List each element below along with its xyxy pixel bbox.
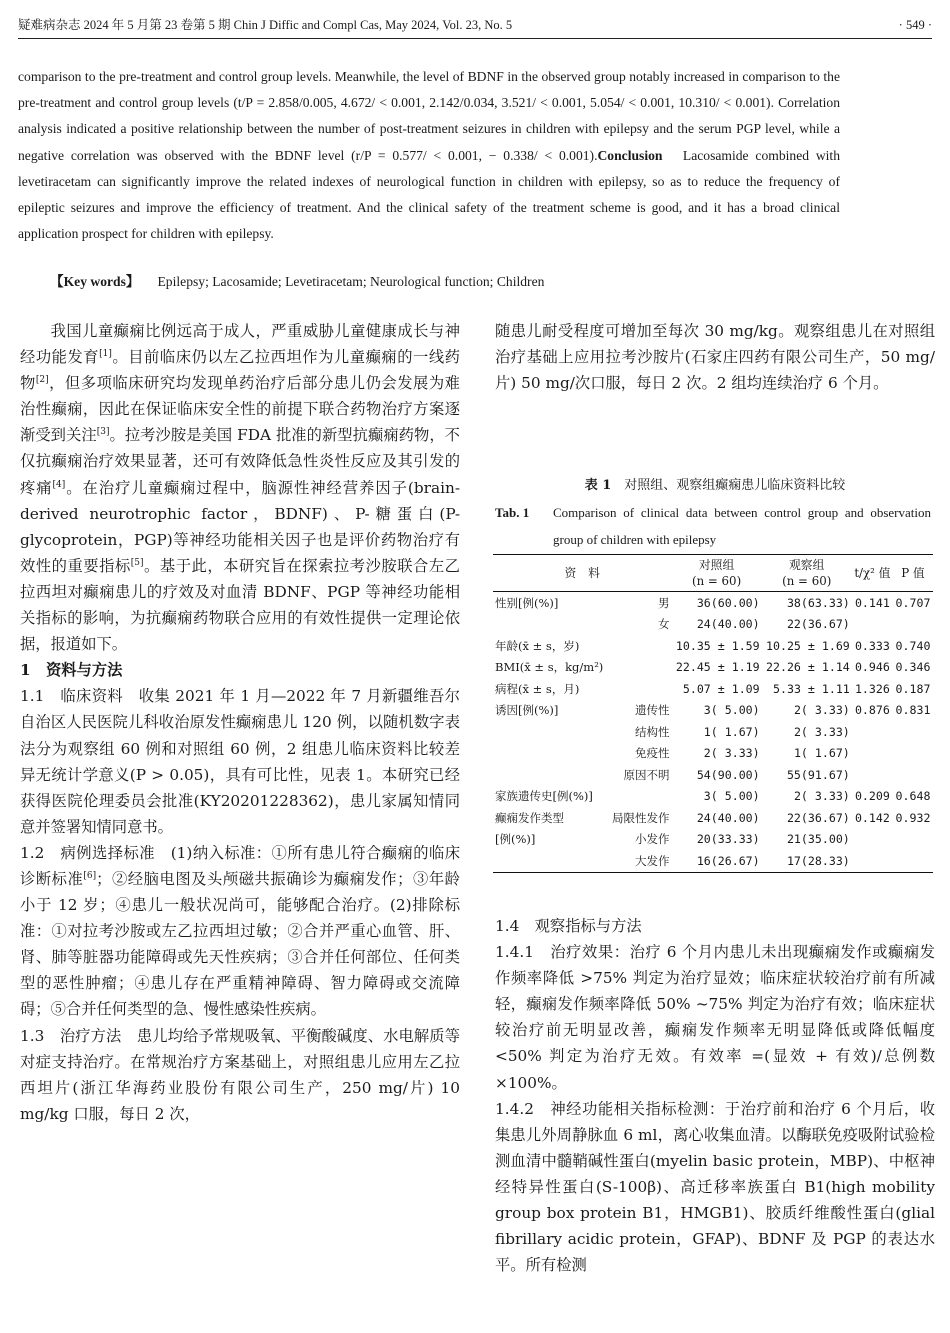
row-subcategory: 小发作 (635, 832, 670, 847)
section-1-4-2: 1.4.2 神经功能相关指标检测：于治疗前和治疗 6 个月后，收集患儿外周静脉血 6 ml，离心收集血清。以酶联免疫吸附试验检测血清中髓鞘碱性蛋白(myelin basic protein，MBP)、中枢神经特异性蛋白(S-100β)、高迁移率族蛋白 B1(high mobility group box protein B1，HMGB1)、胶质纤维酸性蛋白(glial fibrillary acidic protein，GFAP)、BDNF 及 PGP 的表达水平。所有检测 (495, 1099, 935, 1275)
cell-observation: 2( 3.33) (793, 724, 850, 739)
section-1-1: 1.1 临床资料 收集 2021 年 1 月—2022 年 7 月新疆维吾尔自治区人民医院儿科收治原发性癫痫患儿 120 例，以随机数字表法分为观察组 60 例和对照组 60 例，2 组患儿临床资料比较差异无统计学意义(P > 0.05)，具有可比性，见表 1。本研究已经获得医院伦理委员会批准(KY20201228362)，患儿家属知情同意并签署知情同意书。 (20, 687, 460, 836)
cell-observation: 21(35.00) (786, 832, 850, 847)
section-heading: 1.4 观察指标与方法 (495, 917, 642, 935)
citation-ref: [1] (99, 349, 112, 359)
row-subcategory (608, 678, 671, 700)
table-row (493, 721, 933, 743)
cell-stat (852, 721, 893, 743)
cell-stat: 1.326 (854, 681, 890, 696)
clinical-data-table (493, 554, 933, 873)
conclusion-label: Conclusion (597, 147, 663, 163)
cell-p: 0.932 (895, 810, 931, 825)
table-row (493, 807, 933, 829)
abstract-conclusion-text: Lacosamide combined with levetiracetam can significantly improve the related indexes of neurological function in children with epilepsy, so as to reduce the frequency of epileptic seizures and improve the efficiency of treatment. And the clinical safety of the treatment scheme is good, and it has a broad clinical application prospect for children with epilepsy. (18, 147, 841, 242)
row-category (493, 721, 608, 743)
cell-p (893, 743, 933, 765)
row-category: BMI(x̄ ± s，kg/m²) (495, 660, 604, 675)
cell-stat (852, 743, 893, 765)
cell-p: 0.831 (895, 703, 931, 718)
cell-control: 10.35 ± 1.59 (675, 638, 760, 653)
cell-observation: 55(91.67) (786, 767, 850, 782)
left-column (20, 318, 460, 1127)
cell-control: 36(60.00) (696, 595, 760, 610)
table-row (493, 678, 933, 700)
subsection-heading: 1.3 治疗方法 (20, 1026, 122, 1045)
section-1-4-1: 1.4.1 治疗效果：治疗 6 个月内患儿未出现癫痫发作或癫痫发作频率降低 >75% 判定为治疗显效；临床症状较治疗前有所减轻，癫痫发作频率降低 50% ~75% 判定为治疗有效；临床症状较治疗前无明显改善，癫痫发作频率无明显降低或降低幅度 <50% 判定为治疗无效。有效率 =(显效 + 有效)/总例数 ×100%。 (495, 943, 935, 1092)
row-category: [例(%)] (495, 832, 536, 847)
cell-observation: 2( 3.33) (793, 703, 850, 718)
cell-observation: 10.25 ± 1.69 (766, 638, 850, 653)
cell-control: 2( 3.33) (703, 746, 760, 761)
col-header-p: P 值 (893, 555, 933, 592)
page-number: · 549 · (898, 18, 932, 32)
cell-p: 0.740 (895, 638, 931, 653)
row-subcategory: 原因不明 (623, 767, 670, 782)
cell-control: 3( 5.00) (703, 703, 760, 718)
abstract-results-text: comparison to the pre-treatment and control group levels. Meanwhile, the level of BDNF in the observed group notably increased in comparison to the pre-treatment and control group levels (t/P = 2.858/0.005, 4.672/ < 0.001, 2.142/0.034, 3.521/ < 0.001, 5.054/ < 0.001, 10.310/ < 0.001). Correlation analysis indicated a positive relationship between the number of post-treatment seizures in children with epilepsy and the serum PGP level, while a negative correlation was observed with the BDNF level (r/P = 0.577/ < 0.001, − 0.338/ < 0.001). (18, 69, 840, 163)
table-caption-zh: 表 1 对照组、观察组癫痫患儿临床资料比较 (584, 478, 846, 493)
citation-ref: [6] (83, 870, 97, 881)
cell-stat: 0.876 (854, 703, 890, 718)
table-row (493, 764, 933, 786)
subsection-heading: 1.4.2 神经功能相关指标检测： (495, 1099, 725, 1118)
table-row (493, 786, 933, 808)
cell-p: 0.707 (895, 595, 931, 610)
cell-control: 22.45 ± 1.19 (675, 660, 760, 675)
row-subcategory: 女 (658, 617, 670, 632)
row-subcategory: 免疫性 (635, 746, 670, 761)
row-category (493, 850, 608, 872)
row-category (493, 743, 608, 765)
cell-stat (852, 614, 893, 636)
cell-observation: 5.33 ± 1.11 (773, 681, 850, 696)
table-row (493, 850, 933, 872)
subsection-heading: 1.4.1 治疗效果： (495, 943, 630, 962)
right-column-top (495, 318, 935, 396)
row-category: 诱因[例(%)] (495, 703, 559, 718)
cell-stat: 0.209 (854, 789, 890, 804)
col-header-stat: t/χ² 值 (852, 555, 893, 592)
cell-stat (852, 850, 893, 872)
row-category: 年龄(x̄ ± s，岁) (495, 638, 580, 653)
cell-observation: 22(36.67) (786, 810, 850, 825)
table-row (493, 700, 933, 722)
cell-p: 0.648 (895, 789, 931, 804)
row-subcategory: 局限性发作 (612, 810, 670, 825)
col-header-item: 资 料 (493, 555, 672, 592)
keywords-label: 【Key words】 (50, 274, 140, 289)
cell-control: 3( 5.00) (703, 789, 760, 804)
cell-stat: 0.946 (854, 660, 890, 675)
cell-observation: 38(63.33) (786, 595, 850, 610)
cell-control: 24(40.00) (696, 617, 760, 632)
row-category: 性别[例(%)] (495, 595, 559, 610)
table-row (493, 592, 933, 614)
citation-ref: [3] (96, 427, 110, 438)
running-header (18, 14, 932, 39)
cell-stat (852, 829, 893, 851)
row-subcategory: 结构性 (635, 724, 670, 739)
cell-stat: 0.142 (854, 810, 890, 825)
col-header-observation: 观察组 (n = 60) (762, 555, 852, 592)
cell-p: 0.346 (895, 660, 931, 675)
cell-control: 24(40.00) (696, 810, 760, 825)
cell-p (893, 764, 933, 786)
right-column-bottom (495, 913, 935, 1278)
row-subcategory (608, 657, 671, 679)
cell-p (893, 829, 933, 851)
keywords (50, 270, 850, 294)
subsection-heading: 1.1 临床资料 (20, 687, 124, 706)
table-row (493, 743, 933, 765)
abstract-continuation (18, 64, 840, 247)
row-subcategory: 男 (658, 595, 670, 610)
cell-p (893, 721, 933, 743)
journal-citation: 疑难病杂志 2024 年 5 月第 23 卷第 5 期 Chin J Diffic and Compl Cas, May 2024, Vol. 23, No. 5 (18, 18, 513, 32)
table-row (493, 635, 933, 657)
cell-observation: 22.26 ± 1.14 (766, 660, 850, 675)
table-caption-en: Tab. 1 Comparison of clinical data between control group and observation group of children with epilepsy (495, 505, 931, 547)
cell-observation: 2( 3.33) (793, 789, 850, 804)
row-category (493, 764, 608, 786)
table-caption (495, 473, 935, 553)
table-row (493, 614, 933, 636)
table-header-row (493, 555, 933, 592)
cell-observation: 17(28.33) (762, 850, 852, 872)
cell-control: 54(90.00) (696, 767, 760, 782)
cell-stat: 0.333 (854, 638, 890, 653)
table-row (493, 657, 933, 679)
row-subcategory (608, 786, 671, 808)
row-subcategory: 遗传性 (635, 703, 670, 718)
cell-stat (852, 764, 893, 786)
col-header-control: 对照组 (n = 60) (672, 555, 762, 592)
intro-paragraph: 我国儿童癫痫比例远高于成人，严重威胁儿童健康成长与神经功能发育[1]。目前临床仍以左乙拉西坦作为儿童癫痫的一线药物[2]，但多项临床研究均发现单药治疗后部分患儿仍会发展为难治性癫痫，因此在保证临床安全性的前提下联合药物治疗方案逐渐受到关注[3]。拉考沙胺是美国 FDA 批准的新型抗癫痫药物，不仅抗癫痫治疗效果显著，还可有效降低急性炎性反应及其引发的疼痛[4]。在治疗儿童癫痫过程中，脑源性神经营养因子(brain-derived neurotrophic factor，BDNF)、P-糖蛋白(P-glycoprotein，PGP)等神经功能相关因子也是评价药物治疗有效性的重要指标[5]。基于此，本研究旨在探索拉考沙胺联合左乙拉西坦对癫痫患儿的疗效及对血清 BDNF、PGP 等神经功能相关指标的影响，为抗癫痫药物联合应用的有效性提供一定理论依据，报道如下。 (20, 322, 460, 654)
cell-stat: 0.141 (854, 595, 890, 610)
row-category: 病程(x̄ ± s，月) (495, 681, 580, 696)
citation-ref: [5] (130, 557, 144, 568)
citation-ref: [4] (52, 479, 66, 490)
keywords-text: Epilepsy; Lacosamide; Levetiracetam; Neurological function; Children (157, 274, 545, 289)
cell-observation: 1( 1.67) (793, 746, 850, 761)
cell-p: 0.187 (895, 681, 931, 696)
row-category: 家族遗传史[例(%)] (495, 789, 593, 804)
section-heading: 1 资料与方法 (20, 661, 123, 680)
cell-p (893, 614, 933, 636)
treatment-continuation: 随患儿耐受程度可增加至每次 30 mg/kg。观察组患儿在对照组治疗基础上应用拉考沙胺片(石家庄四药有限公司生产，50 mg/片) 50 mg/次口服，每日 2 次。2 组均连续治疗 6 个月。 (495, 322, 935, 393)
cell-control: 1( 1.67) (703, 724, 760, 739)
citation-ref: [2] (35, 375, 49, 386)
row-category: 癫痫发作类型 (495, 810, 564, 825)
row-subcategory: 大发作 (608, 850, 671, 872)
cell-p (893, 850, 933, 872)
row-subcategory (608, 635, 671, 657)
cell-control: 20(33.33) (696, 832, 760, 847)
row-category (493, 614, 608, 636)
section-1-2: 1.2 病例选择标准 (1)纳入标准：①所有患儿符合癫痫的临床诊断标准[6]；②经脑电图及头颅磁共振确诊为癫痫发作；③年龄小于 12 岁；④患儿一般状况尚可，能够配合治疗。(2)排除标准：①对拉考沙胺或左乙拉西坦过敏；②合并严重心血管、肝、肾、肺等脏器功能障碍或先天性疾病；③合并任何部位、任何类型的恶性肿瘤；④患儿存在严重精神障碍、智力障碍或交流障碍；⑤合并任何类型的急、慢性感染性疾病。 (20, 843, 460, 1019)
subsection-heading: 1.2 病例选择标准 (20, 843, 155, 862)
cell-control: 16(26.67) (672, 850, 762, 872)
table-row (493, 829, 933, 851)
cell-control: 5.07 ± 1.09 (682, 681, 760, 696)
cell-observation: 22(36.67) (786, 617, 850, 632)
section-1-3: 1.3 治疗方法 患儿均给予常规吸氧、平衡酸碱度、水电解质等对症支持治疗。在常规治疗方案基础上，对照组患儿应用左乙拉西坦片(浙江华海药业股份有限公司生产，250 mg/片) 10 mg/kg 口服，每日 2 次， (20, 1026, 460, 1123)
